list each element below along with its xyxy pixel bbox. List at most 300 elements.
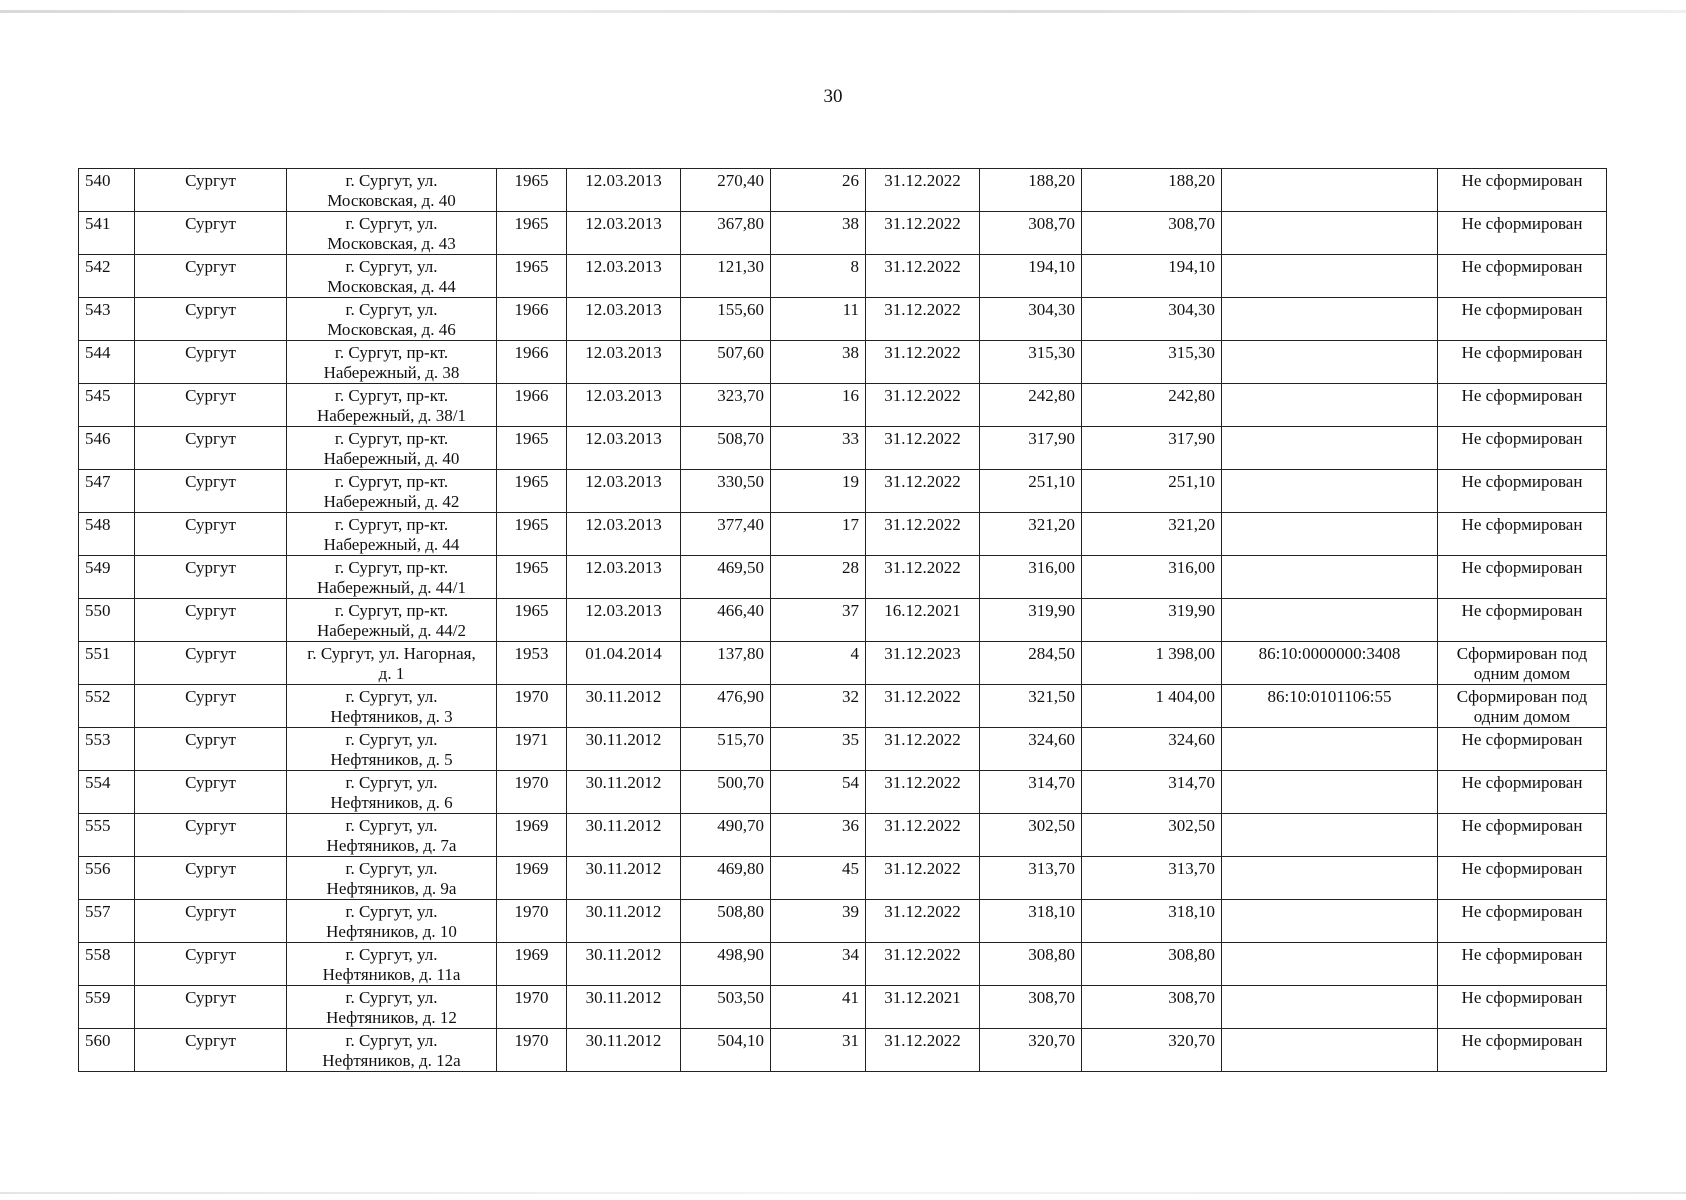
- cell-land-status: [1438, 685, 1607, 728]
- cell-residents-text: 11: [842, 300, 859, 319]
- cell-residents: [771, 513, 866, 556]
- cell-land-status-line-1: Не сформирован: [1461, 343, 1583, 362]
- cell-cadastral-number: [1222, 728, 1438, 771]
- table-row: [79, 685, 1607, 728]
- cell-value-1: [980, 728, 1082, 771]
- cell-address: [287, 169, 497, 212]
- cell-land-status-line-1: Не сформирован: [1461, 730, 1583, 749]
- cell-municipality-text: Сургут: [185, 859, 236, 878]
- cell-land-status: [1438, 1029, 1607, 1072]
- cell-recognition-date-text: 30.11.2012: [585, 687, 662, 706]
- cell-number: [79, 556, 135, 599]
- cell-address: [287, 384, 497, 427]
- cell-value-1-text: 320,70: [1028, 1031, 1075, 1050]
- cell-recognition-date-text: 12.03.2013: [585, 515, 662, 534]
- cell-land-status-line-1: Сформирован под: [1456, 644, 1588, 663]
- cell-municipality: [135, 814, 287, 857]
- cell-planned-date: [866, 341, 980, 384]
- cell-value-2-text: 194,10: [1168, 257, 1215, 276]
- cell-land-status: [1438, 513, 1607, 556]
- cell-number-text: 543: [85, 300, 111, 319]
- cell-residents-text: 19: [842, 472, 859, 491]
- cell-residents-text: 38: [842, 343, 859, 362]
- cell-value-2-text: 317,90: [1168, 429, 1215, 448]
- cell-residents: [771, 599, 866, 642]
- cell-number-text: 540: [85, 171, 111, 190]
- cell-number-text: 553: [85, 730, 111, 749]
- cell-cadastral-number-text: 86:10:0000000:3408: [1258, 644, 1401, 663]
- cell-value-2-text: 313,70: [1168, 859, 1215, 878]
- cell-cadastral-number: [1222, 1029, 1438, 1072]
- cell-municipality-text: Сургут: [185, 386, 236, 405]
- cell-land-status: [1438, 599, 1607, 642]
- cell-planned-date-text: 31.12.2022: [884, 902, 961, 921]
- cell-residents: [771, 169, 866, 212]
- cell-cadastral-number: [1222, 513, 1438, 556]
- cell-address: [287, 728, 497, 771]
- cell-value-1-text: 317,90: [1028, 429, 1075, 448]
- cell-area-text: 508,70: [717, 429, 764, 448]
- cell-address: [287, 298, 497, 341]
- cell-value-1-text: 324,60: [1028, 730, 1075, 749]
- cell-value-2-text: 1 398,00: [1155, 644, 1215, 663]
- cell-cadastral-number: [1222, 298, 1438, 341]
- cell-value-2: [1082, 556, 1222, 599]
- cell-number-text: 559: [85, 988, 111, 1007]
- cell-value-2-text: 304,30: [1168, 300, 1215, 319]
- cell-residents: [771, 986, 866, 1029]
- cell-value-1-text: 321,50: [1028, 687, 1075, 706]
- cell-value-2: [1082, 169, 1222, 212]
- cell-recognition-date-text: 30.11.2012: [585, 988, 662, 1007]
- cell-recognition-date: [567, 599, 681, 642]
- cell-planned-date: [866, 470, 980, 513]
- cell-recognition-date: [567, 298, 681, 341]
- cell-address-line-2: Нефтяников, д. 12а: [322, 1051, 461, 1070]
- cell-address: [287, 341, 497, 384]
- cell-value-1-text: 308,70: [1028, 214, 1075, 233]
- cell-address: [287, 556, 497, 599]
- cell-land-status-line-2: одним домом: [1473, 664, 1571, 683]
- cell-address-line-2: Нефтяников, д. 10: [326, 922, 457, 941]
- cell-residents: [771, 212, 866, 255]
- cell-year-built-text: 1969: [514, 945, 549, 964]
- cell-residents-text: 31: [842, 1031, 859, 1050]
- cell-value-1: [980, 298, 1082, 341]
- cell-address: [287, 427, 497, 470]
- cell-planned-date: [866, 255, 980, 298]
- cell-land-status: [1438, 986, 1607, 1029]
- cell-municipality: [135, 470, 287, 513]
- cell-address-line-2: Московская, д. 46: [327, 320, 456, 339]
- cell-address-line-1: г. Сургут, пр-кт.: [334, 429, 449, 448]
- cell-planned-date-text: 31.12.2022: [884, 472, 961, 491]
- cell-residents: [771, 685, 866, 728]
- cell-address-line-2: Московская, д. 40: [327, 191, 456, 210]
- cell-municipality-text: Сургут: [185, 816, 236, 835]
- cell-residents-text: 35: [842, 730, 859, 749]
- cell-value-2-text: 318,10: [1168, 902, 1215, 921]
- cell-value-1: [980, 1029, 1082, 1072]
- cell-address: [287, 599, 497, 642]
- table-row: [79, 298, 1607, 341]
- cell-municipality-text: Сургут: [185, 644, 236, 663]
- cell-municipality: [135, 900, 287, 943]
- cell-residents-text: 39: [842, 902, 859, 921]
- cell-cadastral-number: [1222, 986, 1438, 1029]
- table-row: [79, 513, 1607, 556]
- cell-area-text: 515,70: [717, 730, 764, 749]
- table-row: [79, 857, 1607, 900]
- cell-municipality-text: Сургут: [185, 988, 236, 1007]
- cell-number-text: 558: [85, 945, 111, 964]
- cell-residents-text: 8: [850, 257, 859, 276]
- cell-area: [681, 900, 771, 943]
- cell-value-1-text: 194,10: [1028, 257, 1075, 276]
- cell-recognition-date: [567, 728, 681, 771]
- cell-municipality-text: Сургут: [185, 472, 236, 491]
- cell-residents: [771, 298, 866, 341]
- cell-planned-date-text: 31.12.2022: [884, 257, 961, 276]
- cell-area-text: 507,60: [717, 343, 764, 362]
- cell-year-built-text: 1965: [514, 429, 549, 448]
- cell-value-1: [980, 857, 1082, 900]
- cell-planned-date-text: 31.12.2022: [884, 214, 961, 233]
- cell-address: [287, 212, 497, 255]
- cell-area-text: 377,40: [717, 515, 764, 534]
- cell-recognition-date-text: 12.03.2013: [585, 214, 662, 233]
- cell-value-2-text: 242,80: [1168, 386, 1215, 405]
- cell-municipality: [135, 298, 287, 341]
- cell-cadastral-number: [1222, 470, 1438, 513]
- cell-address: [287, 943, 497, 986]
- cell-number-text: 560: [85, 1031, 111, 1050]
- cell-year-built: [497, 255, 567, 298]
- cell-cadastral-number: [1222, 900, 1438, 943]
- cell-value-2: [1082, 900, 1222, 943]
- cell-residents: [771, 857, 866, 900]
- cell-number-text: 554: [85, 773, 111, 792]
- cell-address-line-1: г. Сургут, пр-кт.: [334, 472, 449, 491]
- cell-recognition-date: [567, 556, 681, 599]
- cell-residents: [771, 642, 866, 685]
- cell-municipality: [135, 1029, 287, 1072]
- cell-year-built-text: 1965: [514, 171, 549, 190]
- cell-planned-date-text: 31.12.2022: [884, 773, 961, 792]
- cell-land-status-line-1: Не сформирован: [1461, 558, 1583, 577]
- cell-address-line-1: г. Сургут, ул.: [345, 988, 438, 1007]
- cell-municipality-text: Сургут: [185, 171, 236, 190]
- cell-land-status-line-1: Не сформирован: [1461, 902, 1583, 921]
- cell-value-1: [980, 771, 1082, 814]
- cell-residents-text: 45: [842, 859, 859, 878]
- cell-land-status: [1438, 857, 1607, 900]
- cell-number: [79, 384, 135, 427]
- cell-planned-date: [866, 384, 980, 427]
- table-row: [79, 169, 1607, 212]
- table-row: [79, 341, 1607, 384]
- cell-number-text: 542: [85, 257, 111, 276]
- cell-value-1-text: 302,50: [1028, 816, 1075, 835]
- cell-address-line-1: г. Сургут, ул. Нагорная,: [307, 644, 476, 663]
- cell-area-text: 323,70: [717, 386, 764, 405]
- scan-edge-top: [0, 10, 1686, 13]
- cell-land-status-line-1: Сформирован под: [1456, 687, 1588, 706]
- cell-number-text: 556: [85, 859, 111, 878]
- cell-area-text: 466,40: [717, 601, 764, 620]
- cell-year-built-text: 1953: [514, 644, 549, 663]
- cell-planned-date: [866, 943, 980, 986]
- cell-municipality: [135, 384, 287, 427]
- cell-value-2: [1082, 771, 1222, 814]
- cell-recognition-date-text: 30.11.2012: [585, 816, 662, 835]
- cell-address: [287, 771, 497, 814]
- cell-planned-date-text: 31.12.2022: [884, 171, 961, 190]
- cell-number-text: 545: [85, 386, 111, 405]
- cell-value-2-text: 302,50: [1168, 816, 1215, 835]
- cell-year-built-text: 1965: [514, 257, 549, 276]
- cell-planned-date: [866, 900, 980, 943]
- cell-value-1-text: 188,20: [1028, 171, 1075, 190]
- cell-municipality-text: Сургут: [185, 257, 236, 276]
- cell-address: [287, 513, 497, 556]
- cell-value-1: [980, 814, 1082, 857]
- cell-land-status-line-1: Не сформирован: [1461, 515, 1583, 534]
- cell-planned-date-text: 31.12.2022: [884, 300, 961, 319]
- table-row: [79, 728, 1607, 771]
- cell-recognition-date-text: 12.03.2013: [585, 171, 662, 190]
- cell-value-1-text: 251,10: [1028, 472, 1075, 491]
- cell-municipality: [135, 427, 287, 470]
- cell-address: [287, 255, 497, 298]
- cell-planned-date-text: 31.12.2022: [884, 859, 961, 878]
- cell-cadastral-number: [1222, 685, 1438, 728]
- cell-value-2-text: 314,70: [1168, 773, 1215, 792]
- cell-municipality-text: Сургут: [185, 214, 236, 233]
- cell-residents-text: 37: [842, 601, 859, 620]
- cell-value-1: [980, 943, 1082, 986]
- cell-land-status-line-1: Не сформирован: [1461, 429, 1583, 448]
- cell-municipality: [135, 986, 287, 1029]
- cell-year-built-text: 1966: [514, 300, 549, 319]
- cell-value-1-text: 319,90: [1028, 601, 1075, 620]
- cell-address-line-1: г. Сургут, пр-кт.: [334, 386, 449, 405]
- cell-residents-text: 54: [842, 773, 859, 792]
- cell-year-built: [497, 771, 567, 814]
- registry-table-container: [78, 168, 1606, 1072]
- cell-value-1-text: 315,30: [1028, 343, 1075, 362]
- cell-residents: [771, 1029, 866, 1072]
- cell-residents-text: 16: [842, 386, 859, 405]
- cell-year-built-text: 1970: [514, 988, 549, 1007]
- cell-land-status-line-1: Не сформирован: [1461, 988, 1583, 1007]
- cell-address-line-1: г. Сургут, ул.: [345, 773, 438, 792]
- cell-address-line-1: г. Сургут, ул.: [345, 902, 438, 921]
- cell-land-status: [1438, 169, 1607, 212]
- cell-municipality: [135, 599, 287, 642]
- cell-address: [287, 470, 497, 513]
- cell-value-2-text: 319,90: [1168, 601, 1215, 620]
- cell-value-2: [1082, 470, 1222, 513]
- cell-residents-text: 4: [850, 644, 859, 663]
- cell-recognition-date: [567, 900, 681, 943]
- cell-cadastral-number: [1222, 599, 1438, 642]
- cell-area-text: 121,30: [717, 257, 764, 276]
- cell-recognition-date: [567, 685, 681, 728]
- cell-value-2: [1082, 642, 1222, 685]
- cell-number: [79, 728, 135, 771]
- cell-year-built: [497, 513, 567, 556]
- cell-number-text: 547: [85, 472, 111, 491]
- cell-planned-date-text: 31.12.2022: [884, 343, 961, 362]
- cell-year-built: [497, 427, 567, 470]
- cell-residents: [771, 384, 866, 427]
- cell-address-line-1: г. Сургут, ул.: [345, 687, 438, 706]
- cell-area: [681, 986, 771, 1029]
- cell-land-status: [1438, 900, 1607, 943]
- cell-year-built-text: 1970: [514, 902, 549, 921]
- cell-address-line-2: Нефтяников, д. 6: [330, 793, 453, 812]
- table-row: [79, 814, 1607, 857]
- cell-area: [681, 814, 771, 857]
- cell-number: [79, 1029, 135, 1072]
- cell-value-2: [1082, 384, 1222, 427]
- cell-address-line-2: Нефтяников, д. 5: [330, 750, 453, 769]
- cell-area: [681, 771, 771, 814]
- cell-recognition-date: [567, 513, 681, 556]
- scan-edge-bottom: [0, 1192, 1686, 1194]
- cell-municipality-text: Сургут: [185, 1031, 236, 1050]
- cell-value-1: [980, 513, 1082, 556]
- cell-year-built: [497, 685, 567, 728]
- cell-number-text: 557: [85, 902, 111, 921]
- cell-residents: [771, 470, 866, 513]
- cell-value-2: [1082, 212, 1222, 255]
- cell-cadastral-number: [1222, 384, 1438, 427]
- cell-address-line-1: г. Сургут, ул.: [345, 945, 438, 964]
- cell-number-text: 549: [85, 558, 111, 577]
- cell-address-line-1: г. Сургут, пр-кт.: [334, 558, 449, 577]
- cell-land-status-line-1: Не сформирован: [1461, 816, 1583, 835]
- cell-planned-date-text: 16.12.2021: [884, 601, 961, 620]
- cell-residents-text: 38: [842, 214, 859, 233]
- cell-recognition-date-text: 30.11.2012: [585, 945, 662, 964]
- cell-year-built: [497, 212, 567, 255]
- cell-municipality: [135, 212, 287, 255]
- cell-number: [79, 255, 135, 298]
- cell-address-line-1: г. Сургут, ул.: [345, 1031, 438, 1050]
- cell-address: [287, 685, 497, 728]
- cell-number-text: 548: [85, 515, 111, 534]
- cell-recognition-date: [567, 212, 681, 255]
- cell-number: [79, 900, 135, 943]
- cell-value-1: [980, 986, 1082, 1029]
- cell-land-status: [1438, 771, 1607, 814]
- cell-area: [681, 599, 771, 642]
- cell-address-line-1: г. Сургут, пр-кт.: [334, 343, 449, 362]
- cell-planned-date: [866, 685, 980, 728]
- cell-number: [79, 212, 135, 255]
- cell-municipality-text: Сургут: [185, 902, 236, 921]
- cell-number: [79, 513, 135, 556]
- cell-land-status-line-1: Не сформирован: [1461, 601, 1583, 620]
- cell-year-built: [497, 384, 567, 427]
- cell-planned-date: [866, 728, 980, 771]
- cell-residents: [771, 255, 866, 298]
- cell-municipality: [135, 642, 287, 685]
- cell-recognition-date-text: 30.11.2012: [585, 902, 662, 921]
- cell-number-text: 555: [85, 816, 111, 835]
- cell-address-line-1: г. Сургут, ул.: [345, 171, 438, 190]
- cell-land-status-line-2: одним домом: [1473, 707, 1571, 726]
- cell-number: [79, 169, 135, 212]
- cell-address-line-1: г. Сургут, пр-кт.: [334, 601, 449, 620]
- cell-land-status: [1438, 212, 1607, 255]
- cell-land-status-line-1: Не сформирован: [1461, 472, 1583, 491]
- cell-cadastral-number: [1222, 771, 1438, 814]
- cell-value-2: [1082, 943, 1222, 986]
- cell-planned-date-text: 31.12.2022: [884, 515, 961, 534]
- cell-residents: [771, 900, 866, 943]
- cell-address-line-2: Нефтяников, д. 7а: [326, 836, 457, 855]
- cell-year-built-text: 1966: [514, 386, 549, 405]
- cell-planned-date-text: 31.12.2022: [884, 730, 961, 749]
- cell-address-line-2: Набережный, д. 38/1: [316, 406, 467, 425]
- cell-year-built-text: 1970: [514, 687, 549, 706]
- cell-address-line-1: г. Сургут, ул.: [345, 214, 438, 233]
- cell-cadastral-number-text: 86:10:0101106:55: [1267, 687, 1392, 706]
- cell-recognition-date-text: 12.03.2013: [585, 343, 662, 362]
- cell-cadastral-number: [1222, 943, 1438, 986]
- cell-area: [681, 1029, 771, 1072]
- cell-value-1: [980, 470, 1082, 513]
- cell-year-built-text: 1969: [514, 859, 549, 878]
- table-row: [79, 556, 1607, 599]
- cell-land-status-line-1: Не сформирован: [1461, 773, 1583, 792]
- cell-value-1-text: 284,50: [1028, 644, 1075, 663]
- cell-municipality: [135, 513, 287, 556]
- cell-land-status-line-1: Не сформирован: [1461, 945, 1583, 964]
- cell-land-status: [1438, 642, 1607, 685]
- cell-cadastral-number: [1222, 556, 1438, 599]
- cell-planned-date-text: 31.12.2022: [884, 386, 961, 405]
- cell-value-1: [980, 599, 1082, 642]
- cell-land-status: [1438, 427, 1607, 470]
- cell-recognition-date: [567, 427, 681, 470]
- cell-planned-date-text: 31.12.2022: [884, 816, 961, 835]
- cell-value-2: [1082, 513, 1222, 556]
- cell-address-line-2: Нефтяников, д. 11а: [322, 965, 461, 984]
- cell-value-2: [1082, 427, 1222, 470]
- cell-residents: [771, 728, 866, 771]
- page-number: 30: [823, 86, 843, 107]
- cell-recognition-date: [567, 771, 681, 814]
- cell-planned-date: [866, 857, 980, 900]
- cell-number: [79, 685, 135, 728]
- cell-address: [287, 1029, 497, 1072]
- cell-number-text: 551: [85, 644, 111, 663]
- cell-cadastral-number: [1222, 427, 1438, 470]
- cell-recognition-date: [567, 642, 681, 685]
- cell-residents-text: 34: [842, 945, 859, 964]
- cell-value-1-text: 308,70: [1028, 988, 1075, 1007]
- cell-value-2: [1082, 986, 1222, 1029]
- cell-address-line-2: Нефтяников, д. 12: [326, 1008, 457, 1027]
- cell-recognition-date: [567, 470, 681, 513]
- cell-cadastral-number: [1222, 212, 1438, 255]
- cell-address-line-2: Нефтяников, д. 9а: [326, 879, 457, 898]
- cell-planned-date: [866, 298, 980, 341]
